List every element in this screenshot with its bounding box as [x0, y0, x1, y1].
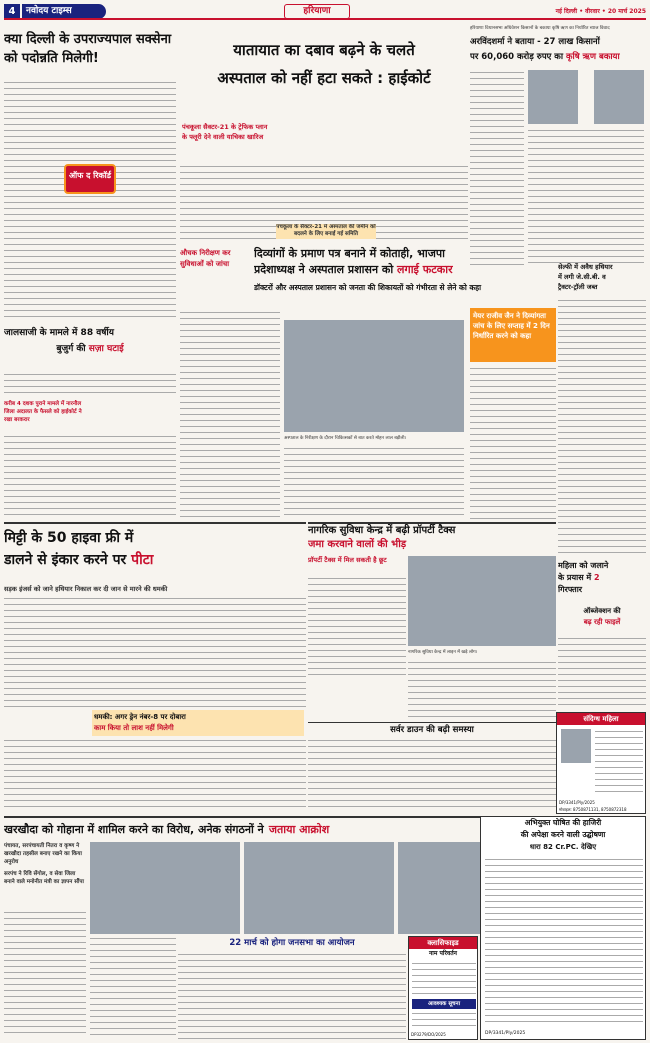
right-headline-highlight: कृषि ऋण बकाया: [566, 52, 620, 62]
box-88-line2: [4, 342, 176, 356]
soil-subhead: सड़क इंजर्स को जाने हथियार निकाल कर दी जान से मारने की धमकी: [4, 585, 168, 593]
rejected-line1: ऑब्जेक्शन की: [583, 607, 621, 615]
tax-kicker: प्रॉपर्टी टैक्स में मिल सकती है छूट: [308, 556, 387, 564]
legal-section: धारा 82 Cr.PC. देखिए: [529, 843, 597, 851]
portrait-2: [594, 70, 644, 124]
gohana-story: [4, 816, 556, 838]
second-headline-highlight: लगाई फटकार: [397, 263, 453, 276]
top-strip: हरियाणा विधानसभा अधिवेशन किसानों के बकाया कृषि ऋण का निर्धारित ब्याज विवाद: [470, 26, 610, 31]
left-story-body: [4, 80, 176, 322]
tax-photo: [408, 556, 556, 646]
soil-headline-highlight: पीटा: [131, 552, 154, 568]
right-body-2: [528, 128, 644, 268]
second-headline-line2: [254, 262, 530, 278]
lead-headline-line2: अस्पताल को नहीं हटा सकते : हाईकोर्ट: [217, 69, 431, 87]
rejected-line2: बढ़ रही फाइलें: [583, 618, 621, 626]
janasabha-box: [178, 936, 406, 1040]
second-lead: [180, 240, 530, 306]
second-subhead: डॉक्टरों और अस्पताल प्रशासन को जनता की शिकायतों को गंभीरता से लेने को कहा: [254, 283, 482, 292]
rejected-box: [558, 606, 646, 634]
right-headline-line2: [470, 50, 646, 64]
gohana-brief-1: पंचायत, सरपंचायती नितरा व कृष्ण ने खरखौदा तहसील बनाए रखने का किया अनुरोध: [4, 843, 82, 865]
soil-body-2: [4, 738, 306, 808]
notice-footer-right: मोबाइल: 8750871131, 8750872318: [559, 807, 627, 812]
paper-name: नवोदय टाइम्स: [22, 4, 106, 19]
women-burn-line1: महिला को जलाने: [558, 561, 609, 570]
classified-title: क्लासिफाइड: [409, 937, 477, 949]
off-record-badge: ऑफ द रिकॉर्ड: [64, 164, 116, 194]
masthead: [4, 4, 646, 20]
second-kicker: औचक निरीक्षण कर सुविधाओं को जांचा: [180, 249, 231, 268]
tax-headline-line1: नागरिक सुविधा केन्द्र में बढ़ी प्रॉपर्टी टैक्स: [308, 525, 456, 536]
tax-body-2: [408, 660, 556, 720]
notice-photo: [561, 729, 591, 763]
left-story: [4, 24, 176, 322]
soil-story: [4, 522, 306, 582]
tax-photo-caption: नागरिक सुविधा केन्द्र में लाइन में खड़े लोग।: [408, 650, 478, 655]
right-body: [470, 70, 524, 268]
gohana-headline-plain: खरखौदा को गोहाना में शामिल करने का विरोध, अनेक संगठनों ने: [4, 823, 264, 836]
classified-ad-body: [412, 1011, 476, 1029]
women-headline-line3: ट्रैक्टर-ट्रॉली जब्त: [558, 283, 598, 291]
women-burn-count: 2: [593, 573, 600, 582]
box-88-body: [4, 372, 176, 398]
legal-title-line1: अभियुक्त घोषित की हाजिरी: [524, 818, 602, 827]
second-body: [180, 310, 280, 520]
left-story-headline: क्या दिल्ली के उपराज्यपाल सक्सेना को पदोन्नति मिलेगी!: [4, 32, 172, 66]
notice-body: [595, 729, 643, 795]
classified-body: [412, 961, 476, 997]
tax-headline-highlight: जमा करवाने वालों की भीड़: [308, 539, 407, 550]
notice-box: [556, 712, 646, 814]
soil-inset-line2: काम किया तो लाश नहीं मिलेगी: [94, 724, 174, 732]
gohana-headline-highlight: जताया आक्रोश: [268, 823, 330, 836]
women-burn: [558, 560, 646, 604]
second-body-2: [284, 446, 464, 520]
page-number: 4: [4, 4, 20, 19]
right-headline-line1: अरविंदशर्मा ने बताया - 27 लाख किसानों: [470, 37, 600, 47]
server-down-box: सर्वर डाउन की बढ़ी समस्या: [308, 722, 556, 736]
women-headline-line2: में लगी जे.सी.बी. व: [558, 273, 606, 281]
notice-title: संदिग्ध महिला: [557, 713, 645, 725]
gohana-photo-2: [244, 842, 394, 934]
tax-body-3: [308, 738, 556, 808]
box-88-plain: बुजुर्ग की: [56, 344, 86, 354]
soil-inset: [92, 710, 304, 736]
second-headline-plain: प्रदेशाध्यक्ष ने अस्पताल प्रशासन को: [254, 263, 394, 276]
right-side-body: [470, 366, 556, 520]
women-story: [558, 262, 646, 296]
legal-title-line2: की अपेक्षा करने वाली उद्घोषणा: [520, 830, 606, 839]
janasabha-headline: 22 मार्च को होगा जनसभा का आयोजन: [229, 938, 355, 948]
orange-box: मेयर राजीव जैन ने दिव्यांगता जांच के लिए सप्ताह में 2 दिन निर्धारित करने को कहा: [470, 308, 556, 362]
box-88-body-2: [4, 434, 176, 520]
gohana-body: [4, 910, 86, 1038]
lead-subpoint: पंचकूला सैक्टर-21 के ट्रेफिक प्लान के फ्लूरी देने वाली याचिका खारिज: [182, 123, 268, 141]
brief-cruelty: करीब 4 दशक पुराने मामले में नारनौल जिला अदालत के फैसले को हाईकोर्ट ने रखा बरकरार: [4, 401, 82, 423]
portrait-1: [528, 70, 578, 124]
right-story: [470, 24, 646, 270]
lead-headline-line1: यातायात का दबाव बढ़ने के चलते: [233, 41, 415, 59]
soil-headline-line1: मिट्टी के 50 हाइवा फ्री में: [4, 530, 134, 546]
classified-footer: DP3279/DO/2025: [411, 1032, 446, 1037]
soil-headline-line2: [4, 550, 306, 570]
notice-footer-left: DP/3341/Ply/2025: [559, 800, 595, 805]
dateline: नई दिल्ली • वीरवार • 20 मार्च 2025: [555, 8, 646, 15]
women-body: [558, 298, 646, 556]
gohana-photo-1: [90, 842, 240, 934]
women-headline-line1: सेल्फी में अवैध हथियार: [558, 263, 613, 271]
women-burn-line3: गिरफ्तार: [558, 585, 583, 594]
box-88-highlight: सज़ा घटाई: [88, 344, 124, 354]
rejected-body: [558, 636, 646, 708]
legal-body: [485, 857, 643, 1027]
gohana-brief-2: सरपंच ने रिवि सेंगोल, व सेवा जिला बनाने वाले मनोनीत मंत्री का ज्ञापन सौंपा: [4, 871, 84, 885]
lead-pull-quote: पंचकूला के सैक्टर-21 में अस्पताल की जमीन को बदलने के लिए बनाई गई समिति: [276, 224, 376, 239]
hospital-photo: [284, 320, 464, 432]
right-headline-plain: पर 60,060 करोड़ रुपए का: [470, 52, 564, 62]
second-headline-line1: दिव्यांगों के प्रमाण पत्र बनाने में कोताही, भाजपा: [254, 247, 445, 260]
women-burn-line2: के प्रयास में: [558, 573, 592, 582]
tax-story: [308, 522, 556, 550]
hospital-photo-caption: अस्पताल के निरीक्षण के दौरान चिकित्सकों से बात करते मोहन लाल बड़ौली।: [284, 436, 407, 441]
legal-notice: [480, 816, 646, 1040]
classified-ad-heading: आवश्यक सूचना: [412, 999, 476, 1009]
janasabha-body: [178, 952, 406, 1040]
soil-headline-plain: डालने से इंकार करने पर: [4, 552, 127, 568]
soil-inset-line1: धमकी: अगर ड्रेन नंबर-8 पर दोबारा: [94, 713, 186, 721]
box-88: [4, 326, 176, 370]
gohana-briefs: [4, 842, 86, 908]
soil-body: [4, 596, 306, 708]
box-88-line1: जालसाजी के मामले में 88 वर्षीय: [4, 328, 114, 338]
classified-box: [408, 936, 478, 1040]
tax-body: [308, 576, 406, 678]
gohana-body-2: [90, 936, 176, 1038]
lead-story: [180, 24, 468, 239]
section-label: हरियाणा: [284, 4, 350, 19]
classified-subtitle: नाम परिवर्तन: [428, 950, 458, 957]
legal-footer: DP/3341/Ply/2025: [485, 1031, 526, 1036]
